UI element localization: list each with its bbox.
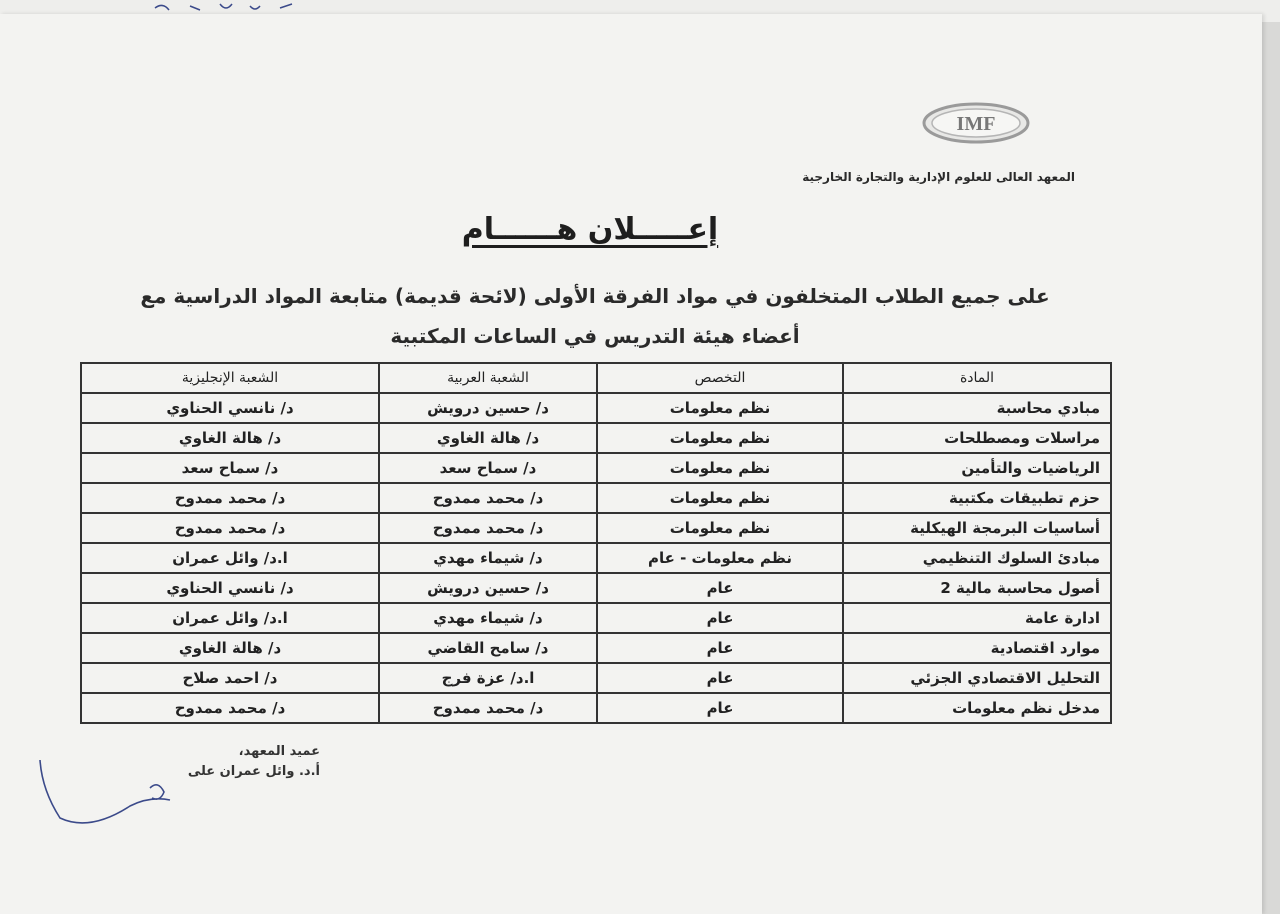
table-row bbox=[81, 573, 1111, 603]
specialization-cell: نظم معلومات bbox=[597, 393, 843, 423]
english-section-cell: د/ محمد ممدوح bbox=[81, 513, 379, 543]
handwriting-scribble-top bbox=[150, 0, 310, 14]
arabic-section-cell: د/ حسين درويش bbox=[379, 393, 597, 423]
arabic-section-cell: د/ سماح سعد bbox=[379, 453, 597, 483]
specialization-cell: نظم معلومات bbox=[597, 423, 843, 453]
schedule-table bbox=[80, 362, 1112, 724]
header-subject: المادة bbox=[843, 363, 1111, 393]
arabic-section-cell: ا.د/ عزة فرج bbox=[379, 663, 597, 693]
subject-cell: مراسلات ومصطلحات bbox=[843, 423, 1111, 453]
subject-cell: التحليل الاقتصادي الجزئي bbox=[843, 663, 1111, 693]
specialization-cell: نظم معلومات bbox=[597, 513, 843, 543]
table-row bbox=[81, 483, 1111, 513]
logo-text: IMF bbox=[956, 113, 996, 135]
english-section-cell: د/ محمد ممدوح bbox=[81, 693, 379, 723]
handwritten-signature bbox=[30, 758, 190, 838]
english-section-cell: د/ هالة الغاوي bbox=[81, 423, 379, 453]
arabic-section-cell: د/ سامح القاضي bbox=[379, 633, 597, 663]
table-row bbox=[81, 603, 1111, 633]
table-header-row bbox=[81, 363, 1111, 393]
table-row bbox=[81, 693, 1111, 723]
specialization-cell: عام bbox=[597, 573, 843, 603]
subject-cell: حزم تطبيقات مكتبية bbox=[843, 483, 1111, 513]
arabic-section-cell: د/ حسين درويش bbox=[379, 573, 597, 603]
specialization-cell: نظم معلومات bbox=[597, 453, 843, 483]
header-english-section: الشعبة الإنجليزية bbox=[81, 363, 379, 393]
english-section-cell: د/ هالة الغاوي bbox=[81, 633, 379, 663]
arabic-section-cell: د/ محمد ممدوح bbox=[379, 483, 597, 513]
table-row bbox=[81, 453, 1111, 483]
arabic-section-cell: د/ محمد ممدوح bbox=[379, 693, 597, 723]
table-body bbox=[81, 393, 1111, 723]
institute-logo-icon bbox=[920, 100, 1032, 146]
header-specialization: التخصص bbox=[597, 363, 843, 393]
dean-title: عميد المعهد، bbox=[238, 744, 320, 759]
english-section-cell: د/ محمد ممدوح bbox=[81, 483, 379, 513]
institute-name: المعهد العالى للعلوم الإدارية والتجارة الخارجية bbox=[802, 170, 1075, 184]
table-row bbox=[81, 393, 1111, 423]
arabic-section-cell: د/ هالة الغاوي bbox=[379, 423, 597, 453]
dean-name: أ.د. وائل عمران على bbox=[187, 764, 320, 779]
specialization-cell: عام bbox=[597, 693, 843, 723]
subject-cell: الرياضيات والتأمين bbox=[843, 453, 1111, 483]
table-row bbox=[81, 543, 1111, 573]
table-row bbox=[81, 423, 1111, 453]
english-section-cell: د/ سماح سعد bbox=[81, 453, 379, 483]
specialization-cell: عام bbox=[597, 633, 843, 663]
table-row bbox=[81, 513, 1111, 543]
header-arabic-section: الشعبة العربية bbox=[379, 363, 597, 393]
arabic-section-cell: د/ شيماء مهدي bbox=[379, 603, 597, 633]
english-section-cell: د/ احمد صلاح bbox=[81, 663, 379, 693]
specialization-cell: نظم معلومات - عام bbox=[597, 543, 843, 573]
english-section-cell: ا.د/ وائل عمران bbox=[81, 603, 379, 633]
english-section-cell: ا.د/ وائل عمران bbox=[81, 543, 379, 573]
subject-cell: أصول محاسبة مالية 2 bbox=[843, 573, 1111, 603]
announcement-subtitle: على جميع الطلاب المتخلفون في مواد الفرقة الأولى (لائحة قديمة) متابعة المواد الدراسية مع أعضاء هيئة التدريس في الساعات المكتبية bbox=[140, 284, 1050, 348]
english-section-cell: د/ نانسي الحناوي bbox=[81, 393, 379, 423]
announcement-title: إعـــــلان هــــــام bbox=[461, 212, 719, 247]
subject-cell: مبادي محاسبة bbox=[843, 393, 1111, 423]
specialization-cell: عام bbox=[597, 663, 843, 693]
subject-cell: ادارة عامة bbox=[843, 603, 1111, 633]
subject-cell: مبادئ السلوك التنظيمي bbox=[843, 543, 1111, 573]
subject-cell: أساسيات البرمجة الهيكلية bbox=[843, 513, 1111, 543]
english-section-cell: د/ نانسي الحناوي bbox=[81, 573, 379, 603]
specialization-cell: نظم معلومات bbox=[597, 483, 843, 513]
table-row bbox=[81, 663, 1111, 693]
specialization-cell: عام bbox=[597, 603, 843, 633]
arabic-section-cell: د/ شيماء مهدي bbox=[379, 543, 597, 573]
arabic-section-cell: د/ محمد ممدوح bbox=[379, 513, 597, 543]
table-row bbox=[81, 633, 1111, 663]
subject-cell: موارد اقتصادية bbox=[843, 633, 1111, 663]
subject-cell: مدخل نظم معلومات bbox=[843, 693, 1111, 723]
